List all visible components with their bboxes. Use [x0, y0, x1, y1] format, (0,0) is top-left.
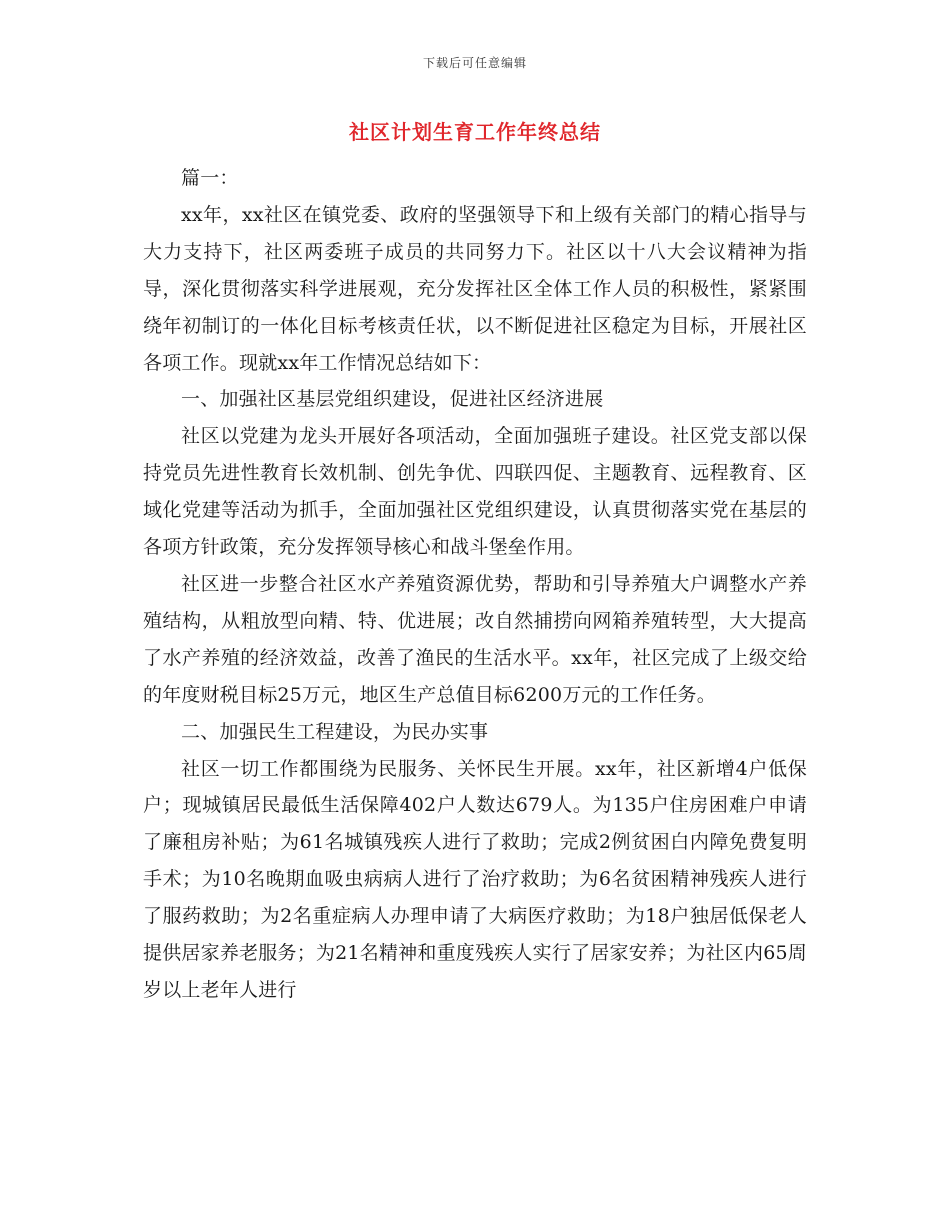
document-body: [143, 160, 807, 1009]
header-note: 下载后可任意编辑: [422, 56, 527, 70]
paragraph-aquaculture: 社区进一步整合社区水产养殖资源优势，帮助和引导养殖大户调整水产养殖结构，从粗放型向精、特、优进展；改自然捕捞向网箱养殖转型，大大提高了水产养殖的经济效益，改善了渔民的生活水平。xx年，社区完成了上级交给的年度财税目标25万元，地区生产总值目标6200万元的工作任务。: [143, 572, 807, 706]
paragraph-heading-2: 二、加强民生工程建设，为民办实事: [181, 720, 489, 743]
paragraph-heading-1: 一、加强社区基层党组织建设，促进社区经济进展: [181, 388, 604, 411]
paragraph-party-building: 社区以党建为龙头开展好各项活动，全面加强班子建设。社区党支部以保持党员先进性教育长效机制、创先争优、四联四促、主题教育、远程教育、区域化党建等活动为抓手，全面加强社区党组织建设，认真贯彻落实党在基层的各项方针政策，充分发挥领导核心和战斗堡垒作用。: [143, 425, 807, 559]
paragraph-intro: xx年，xx社区在镇党委、政府的坚强领导下和上级有关部门的精心指导与大力支持下，社区两委班子成员的共同努力下。社区以十八大会议精神为指导，深化贯彻落实科学进展观，充分发挥社区全体工作人员的积极性，紧紧围绕年初制订的一体化目标考核责任状，以不断促进社区稳定为目标，开展社区各项工作。现就xx年工作情况总结如下：: [143, 203, 807, 374]
paragraph-section-label: 篇一：: [181, 167, 239, 189]
document-title: 社区计划生育工作年终总结: [349, 120, 601, 144]
paragraph-livelihood: 社区一切工作都围绕为民服务、关怀民生开展。xx年，社区新增4户低保户；现城镇居民最低生活保障402户人数达679人。为135户住房困难户申请了廉租房补贴；为61名城镇残疾人进行了救助；完成2例贫困白内障免费复明手术；为10名晚期血吸虫病病人进行了治疗救助；为6名贫困精神残疾人进行了服药救助；为2名重症病人办理申请了大病医疗救助；为18户独居低保老人提供居家养老服务；为21名精神和重度残疾人实行了居家安养；为社区内65周岁以上老年人进行: [143, 757, 807, 1001]
